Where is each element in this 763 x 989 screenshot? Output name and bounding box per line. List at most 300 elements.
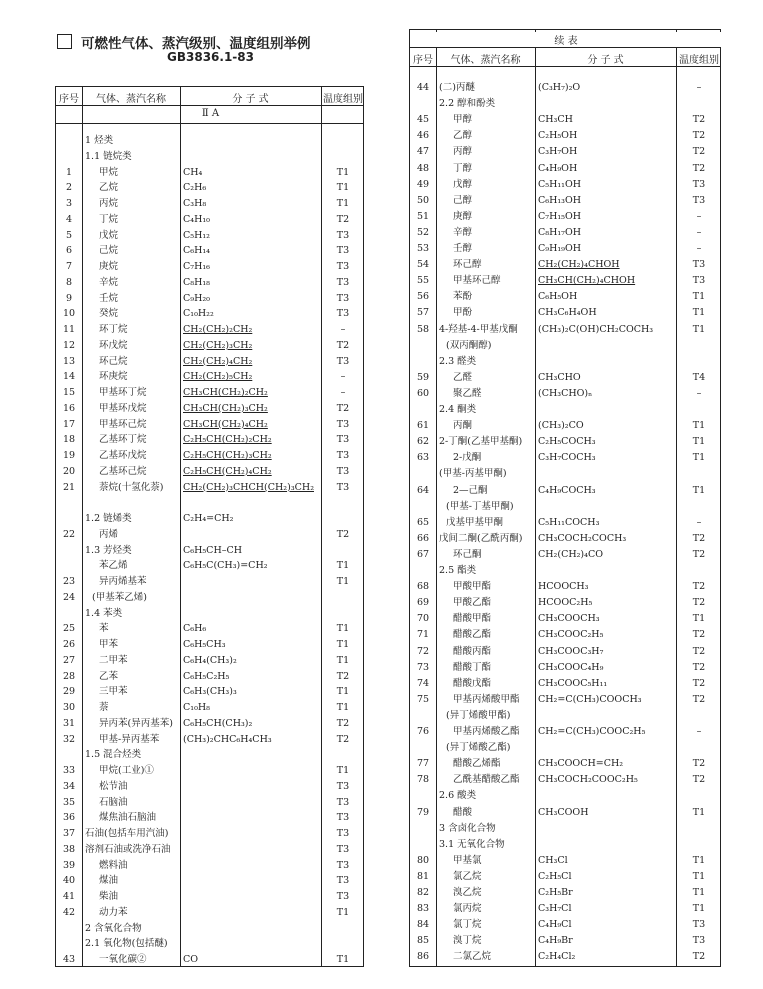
row-index: 30 (62, 702, 76, 713)
row-temp-class: T1 (336, 906, 350, 918)
row-temp-class: – (696, 243, 702, 254)
row-formula: C₇H₁₆ (183, 261, 210, 272)
table-row (56, 306, 363, 322)
row-index: 61 (416, 420, 430, 432)
row-temp-class: T3 (692, 259, 706, 271)
row-index: 50 (416, 194, 430, 206)
row-temp-class: T1 (336, 623, 350, 635)
table-row (56, 369, 363, 385)
table-row (410, 273, 720, 289)
table-row (56, 543, 363, 559)
row-formula: (CH₃)₂CHC₆H₄CH₃ (183, 733, 272, 745)
row-formula: CH₃CH(CH₂)₂CH₂ (183, 387, 268, 398)
row-name: 丁烷 (99, 213, 119, 225)
row-formula: C₂H₅CH(CH₂)₂CH₂ (183, 434, 272, 446)
row-temp-class: T2 (336, 528, 350, 540)
table-row (56, 212, 363, 228)
row-name: 乙基环己烷 (99, 465, 147, 477)
row-name: 甲酸乙酯 (453, 597, 492, 609)
row-name: 甲烷(工业)① (99, 765, 154, 776)
table-row (56, 417, 363, 433)
table-row (410, 563, 720, 579)
table-row (56, 716, 363, 732)
row-index: 11 (62, 324, 76, 335)
row-temp-class: T2 (692, 581, 706, 593)
row-temp-class: T2 (692, 597, 706, 609)
left-table (55, 86, 364, 967)
row-temp-class: – (696, 82, 702, 93)
row-formula: C₂H₅Cl (538, 870, 572, 882)
row-index: 34 (62, 780, 76, 792)
table-row (410, 708, 720, 724)
row-index: 63 (416, 452, 430, 464)
row-formula: CH₃COCH₂COOC₂H₅ (538, 774, 638, 786)
continued-label: 续 表 (410, 32, 722, 47)
row-name: (甲基-丙基甲酮) (439, 468, 507, 480)
table-row (56, 243, 363, 259)
row-index: 78 (416, 774, 430, 786)
row-formula: C₄H₉Br (538, 935, 573, 947)
table-row (56, 779, 363, 795)
row-temp-class: T1 (336, 765, 350, 776)
col-header-formula: 分 子 式 (232, 94, 269, 105)
table-row (56, 322, 363, 338)
row-name: 三甲苯 (99, 686, 128, 698)
row-temp-class: T2 (692, 629, 706, 641)
row-temp-class: T2 (692, 146, 706, 158)
table-row (410, 305, 720, 321)
row-name: 醋酸丁酯 (453, 661, 492, 673)
table-row (56, 448, 363, 464)
row-name: 庚烷 (99, 261, 119, 272)
row-temp-class: T1 (692, 870, 706, 882)
table-row (56, 905, 363, 921)
table-row (56, 653, 363, 669)
row-name: 戊烷 (99, 229, 119, 241)
table-row (410, 193, 720, 209)
row-index: 5 (65, 229, 73, 241)
row-name: 3.1 无氧化合物 (439, 838, 505, 850)
row-name: 醋酸戊酯 (453, 677, 492, 689)
table-row (56, 495, 363, 511)
row-temp-class: T1 (336, 576, 350, 587)
table-row (56, 858, 363, 874)
table-row (56, 432, 363, 448)
row-formula: C₈H₁₇OH (538, 226, 582, 238)
row-index: 57 (416, 307, 430, 319)
row-temp-class: T1 (692, 307, 706, 319)
table-row (410, 370, 720, 386)
col-header-name: 气体、蒸汽名称 (450, 55, 521, 66)
table-row (56, 480, 363, 496)
row-index: 59 (416, 371, 430, 383)
row-name: 2 含氧化合物 (85, 922, 142, 934)
table-row (410, 499, 720, 515)
col-header-index: 序号 (59, 94, 79, 105)
row-formula: CH₃COOC₃H₇ (538, 645, 604, 657)
row-name: 甲基环己烷 (99, 418, 147, 430)
section-box-icon (57, 34, 72, 49)
row-name: 辛烷 (99, 276, 119, 288)
table-row (410, 740, 720, 756)
row-index: 3 (65, 198, 73, 209)
row-formula: HCOOCH₃ (538, 581, 589, 593)
row-formula: HCOOC₂H₅ (538, 597, 593, 609)
table-row (410, 933, 720, 949)
row-name: 辛醇 (453, 226, 473, 238)
row-name: 2.2 醇和酚类 (439, 98, 496, 110)
row-formula: C₆H₅CH₃ (183, 639, 226, 650)
row-name: 萘烷(十氢化萘) (99, 481, 164, 493)
table-row (410, 322, 720, 338)
row-index: 54 (416, 259, 430, 271)
table-row (410, 515, 720, 531)
row-name: 壬烷 (99, 292, 119, 304)
row-index: 29 (62, 686, 76, 698)
row-name: 柴油 (99, 891, 119, 902)
row-index: 2 (65, 182, 73, 194)
row-name: 煤油 (99, 875, 119, 887)
row-temp-class: T1 (336, 954, 350, 965)
row-formula: C₇H₁₅OH (538, 210, 582, 222)
table-row (56, 385, 363, 401)
table-row (56, 826, 363, 842)
row-formula: C₉H₁₉OH (538, 243, 582, 254)
table-row (410, 257, 720, 273)
row-temp-class: T3 (336, 434, 350, 446)
row-formula: CH₄ (183, 166, 203, 178)
row-index: 14 (62, 371, 76, 383)
row-temp-class: T1 (692, 613, 706, 625)
row-index: 64 (416, 484, 430, 496)
row-formula: C₆H₁₄ (183, 245, 210, 257)
table-row (56, 558, 363, 574)
row-temp-class: T1 (692, 903, 706, 915)
row-name: 甲基丙烯酸乙酯 (453, 726, 520, 737)
row-index: 44 (416, 82, 430, 93)
row-temp-class: T2 (692, 677, 706, 689)
row-formula: C₅H₁₂ (183, 229, 210, 241)
row-formula: C₃H₈ (183, 198, 207, 209)
row-temp-class: T2 (692, 130, 706, 142)
row-formula: C₂H₄=CH₂ (183, 513, 234, 524)
row-index: 40 (62, 875, 76, 887)
row-name: 苯酚 (453, 291, 473, 303)
table-row (410, 869, 720, 885)
row-index: 27 (62, 654, 76, 666)
row-temp-class: T2 (336, 670, 350, 682)
row-index: 62 (416, 436, 430, 448)
col-header-formula: 分 子 式 (587, 55, 624, 66)
row-temp-class: T1 (336, 686, 350, 698)
row-index: 65 (416, 516, 430, 528)
table-row (56, 401, 363, 417)
row-formula: CH₃COOC₄H₉ (538, 661, 604, 673)
row-index: 77 (416, 758, 430, 770)
table-row (410, 579, 720, 595)
row-temp-class: – (696, 226, 702, 238)
row-formula: C₂H₅CH(CH₂)₃CH₂ (183, 450, 272, 461)
row-formula: CH₂(CH₂)₃CHCH(CH₂)₃CH₂ (183, 481, 314, 493)
row-temp-class: T2 (692, 693, 706, 705)
row-formula: CH₃CHO (538, 371, 581, 383)
row-index: 15 (62, 387, 76, 398)
row-index: 70 (416, 613, 430, 625)
row-name: 醋酸甲酯 (453, 613, 492, 625)
row-formula: C₃H₇COCH₃ (538, 452, 596, 464)
row-name: (双丙酮醇) (446, 339, 492, 351)
table-row (410, 434, 720, 450)
row-name: 氯丙烷 (453, 903, 482, 915)
row-temp-class: T2 (692, 162, 706, 174)
table-row (56, 889, 363, 905)
row-index: 69 (416, 597, 430, 609)
row-temp-class: T2 (692, 532, 706, 544)
table-row (56, 700, 363, 716)
table-row (410, 853, 720, 869)
row-formula: C₆H₅CH–CH (183, 544, 243, 556)
row-name: 丙烯 (99, 528, 119, 540)
row-name: 动力苯 (99, 906, 128, 918)
table-row (56, 354, 363, 370)
row-formula: CH₂=C(CH₃)COOC₂H₅ (538, 726, 646, 737)
row-name: 煤焦油石脑油 (99, 812, 157, 824)
row-temp-class: T2 (336, 717, 350, 729)
row-index: 17 (62, 418, 76, 430)
table-row (56, 180, 363, 196)
row-formula: CO (183, 954, 199, 965)
row-formula: C₄H₉OH (538, 162, 578, 174)
table-row (410, 289, 720, 305)
row-name: 甲基环己醇 (453, 275, 501, 287)
row-name: 醋酸丙酯 (453, 645, 492, 657)
row-temp-class: T1 (336, 560, 350, 572)
row-temp-class: T1 (336, 166, 350, 178)
row-formula: C₂H₅OH (538, 130, 578, 142)
row-temp-class: T1 (692, 420, 706, 432)
row-temp-class: T2 (336, 402, 350, 414)
row-temp-class: T3 (336, 812, 350, 824)
row-index: 38 (62, 843, 76, 855)
row-formula: C₁₀H₂₂ (183, 308, 214, 320)
row-index: 12 (62, 339, 76, 351)
table-row (56, 149, 363, 165)
table-row (56, 606, 363, 622)
row-index: 23 (62, 576, 76, 587)
table-row (410, 547, 720, 563)
row-index: 24 (62, 591, 76, 603)
row-formula: CH₂(CH₂)₄CHOH (538, 259, 620, 271)
row-index: 53 (416, 243, 430, 254)
table-row (410, 402, 720, 418)
row-temp-class: T2 (692, 114, 706, 126)
row-formula: C₆H₅CH(CH₃)₂ (183, 717, 253, 729)
row-name: 溴丁烷 (453, 935, 482, 947)
row-formula: CH₃COOCH=CH₂ (538, 758, 624, 770)
row-name: 环戊烷 (99, 339, 128, 351)
table-row (410, 128, 720, 144)
table-row (56, 936, 363, 952)
row-index: 49 (416, 178, 430, 190)
row-formula: C₃H₇Cl (538, 903, 572, 915)
row-temp-class: T1 (692, 806, 706, 818)
row-formula: C₂H₅COCH₃ (538, 436, 596, 448)
table-row (56, 873, 363, 889)
row-index: 6 (65, 245, 73, 257)
row-index: 79 (416, 806, 430, 818)
row-name: 氯丁烷 (453, 919, 482, 931)
table-row (56, 338, 363, 354)
row-index: 76 (416, 726, 430, 737)
row-formula: C₆H₄(CH₃)₂ (183, 654, 237, 666)
row-index: 26 (62, 639, 76, 650)
row-name: 1.3 芳烃类 (85, 544, 132, 556)
row-temp-class: T1 (692, 887, 706, 898)
row-index: 83 (416, 903, 430, 915)
row-formula: C₄H₉Cl (538, 919, 572, 931)
row-formula: CH₂(CH₂)₄CO (538, 548, 604, 560)
table-row (56, 810, 363, 826)
row-name: 戊醇 (453, 178, 473, 190)
row-temp-class: T3 (336, 292, 350, 304)
table-row (56, 921, 363, 937)
row-temp-class: T3 (336, 308, 350, 320)
row-name: 甲基环丁烷 (99, 387, 147, 398)
table-row (56, 165, 363, 181)
row-temp-class: T1 (336, 198, 350, 209)
row-formula: C₃H₇OH (538, 146, 578, 158)
row-name: 氯乙烷 (453, 870, 482, 882)
row-formula: C₆H₁₃OH (538, 194, 582, 206)
row-temp-class: T1 (336, 639, 350, 650)
table-row (410, 466, 720, 482)
row-index: 9 (65, 292, 73, 304)
row-name: 2.4 酮类 (439, 404, 477, 415)
table-row (410, 144, 720, 160)
row-temp-class: T2 (336, 213, 350, 225)
row-index: 39 (62, 859, 76, 871)
row-index: 60 (416, 387, 430, 399)
table-row (56, 952, 363, 968)
row-temp-class: T3 (336, 796, 350, 808)
row-name: 乙苯 (99, 670, 119, 682)
row-temp-class: T3 (336, 261, 350, 272)
table-row (410, 821, 720, 837)
row-index: 25 (62, 623, 76, 635)
row-formula: C₂H₄Cl₂ (538, 951, 576, 963)
row-index: 42 (62, 906, 76, 918)
row-index: 86 (416, 951, 430, 963)
row-name: 二氯乙烷 (453, 951, 492, 963)
row-temp-class: T4 (692, 371, 706, 383)
row-formula: CH₃Cl (538, 854, 568, 866)
row-name: 苯 (99, 623, 109, 635)
row-name: 乙酰基醋酸乙酯 (453, 774, 520, 786)
table-row (56, 275, 363, 291)
row-name: 2-戊酮 (453, 452, 482, 464)
row-name: 甲苯 (99, 639, 119, 650)
row-name: 丙烷 (99, 198, 119, 209)
row-index: 16 (62, 402, 76, 414)
row-name: 异丙烯基苯 (99, 576, 147, 587)
row-index: 55 (416, 275, 430, 287)
table-row (56, 763, 363, 779)
row-temp-class: T3 (692, 275, 706, 287)
table-row (56, 133, 363, 149)
table-row (56, 574, 363, 590)
row-formula: (CH₃CHO)ₙ (538, 387, 593, 399)
right-table (409, 29, 721, 967)
row-name: 甲基环戊烷 (99, 402, 147, 414)
row-index: 48 (416, 162, 430, 174)
row-temp-class: T3 (336, 418, 350, 430)
table-row (56, 795, 363, 811)
row-name: 丁醇 (453, 162, 473, 174)
table-row (56, 842, 363, 858)
row-index: 4 (65, 213, 73, 225)
row-formula: C₄H₉COCH₃ (538, 484, 596, 496)
row-index: 18 (62, 434, 76, 446)
row-temp-class: T1 (692, 484, 706, 496)
col-header-temp-class: 温度组别 (323, 94, 363, 105)
row-temp-class: T3 (692, 935, 706, 947)
row-index: 47 (416, 146, 430, 158)
row-formula: CH₂(CH₂)₅CH₂ (183, 371, 253, 383)
row-index: 36 (62, 812, 76, 824)
row-name: 环庚烷 (99, 371, 128, 383)
row-temp-class: T1 (692, 323, 706, 335)
row-index: 85 (416, 935, 430, 947)
table-row (410, 805, 720, 821)
row-index: 71 (416, 629, 430, 641)
table-row (410, 772, 720, 788)
table-row (410, 241, 720, 257)
row-name: 醋酸乙烯酯 (453, 758, 501, 770)
row-formula: C₆H₅OH (538, 291, 578, 303)
table-row (56, 511, 363, 527)
row-name: 3 含卤化合物 (439, 822, 496, 834)
row-formula: C₉H₂₀ (183, 292, 210, 304)
row-formula: CH₃COOC₅H₁₁ (538, 677, 608, 689)
row-temp-class: T2 (692, 645, 706, 657)
row-name: 环丁烷 (99, 324, 128, 335)
table-row (410, 724, 720, 740)
row-name: (甲基-丁基甲酮) (446, 500, 514, 512)
row-formula: CH₂(CH₂)₂CH₂ (183, 324, 253, 335)
row-index: 68 (416, 581, 430, 593)
table-row (410, 676, 720, 692)
row-temp-class: – (696, 726, 702, 737)
row-formula: CH₃CH(CH₂)₃CH₂ (183, 402, 268, 414)
row-name: 环己酮 (453, 548, 482, 560)
table-row (410, 386, 720, 402)
row-name: 癸烷 (99, 308, 119, 320)
row-name: 2.1 氧化物(包括醚) (85, 938, 168, 950)
table-row (410, 483, 720, 499)
row-name: 甲基氯 (453, 854, 482, 866)
row-temp-class: T3 (336, 875, 350, 887)
row-name: 甲醇 (453, 114, 473, 126)
row-name: 甲酸甲酯 (453, 581, 492, 593)
table-row (410, 80, 720, 96)
table-row (410, 225, 720, 241)
row-formula: (CH₃)₂CO (538, 420, 584, 432)
row-formula: CH₂=C(CH₃)COOCH₃ (538, 693, 642, 705)
row-name: (异丁烯酸甲酯) (446, 709, 511, 721)
row-temp-class: T2 (692, 951, 706, 963)
row-name: 萘 (99, 702, 109, 713)
standard-code: GB3836.1-83 (167, 50, 254, 64)
